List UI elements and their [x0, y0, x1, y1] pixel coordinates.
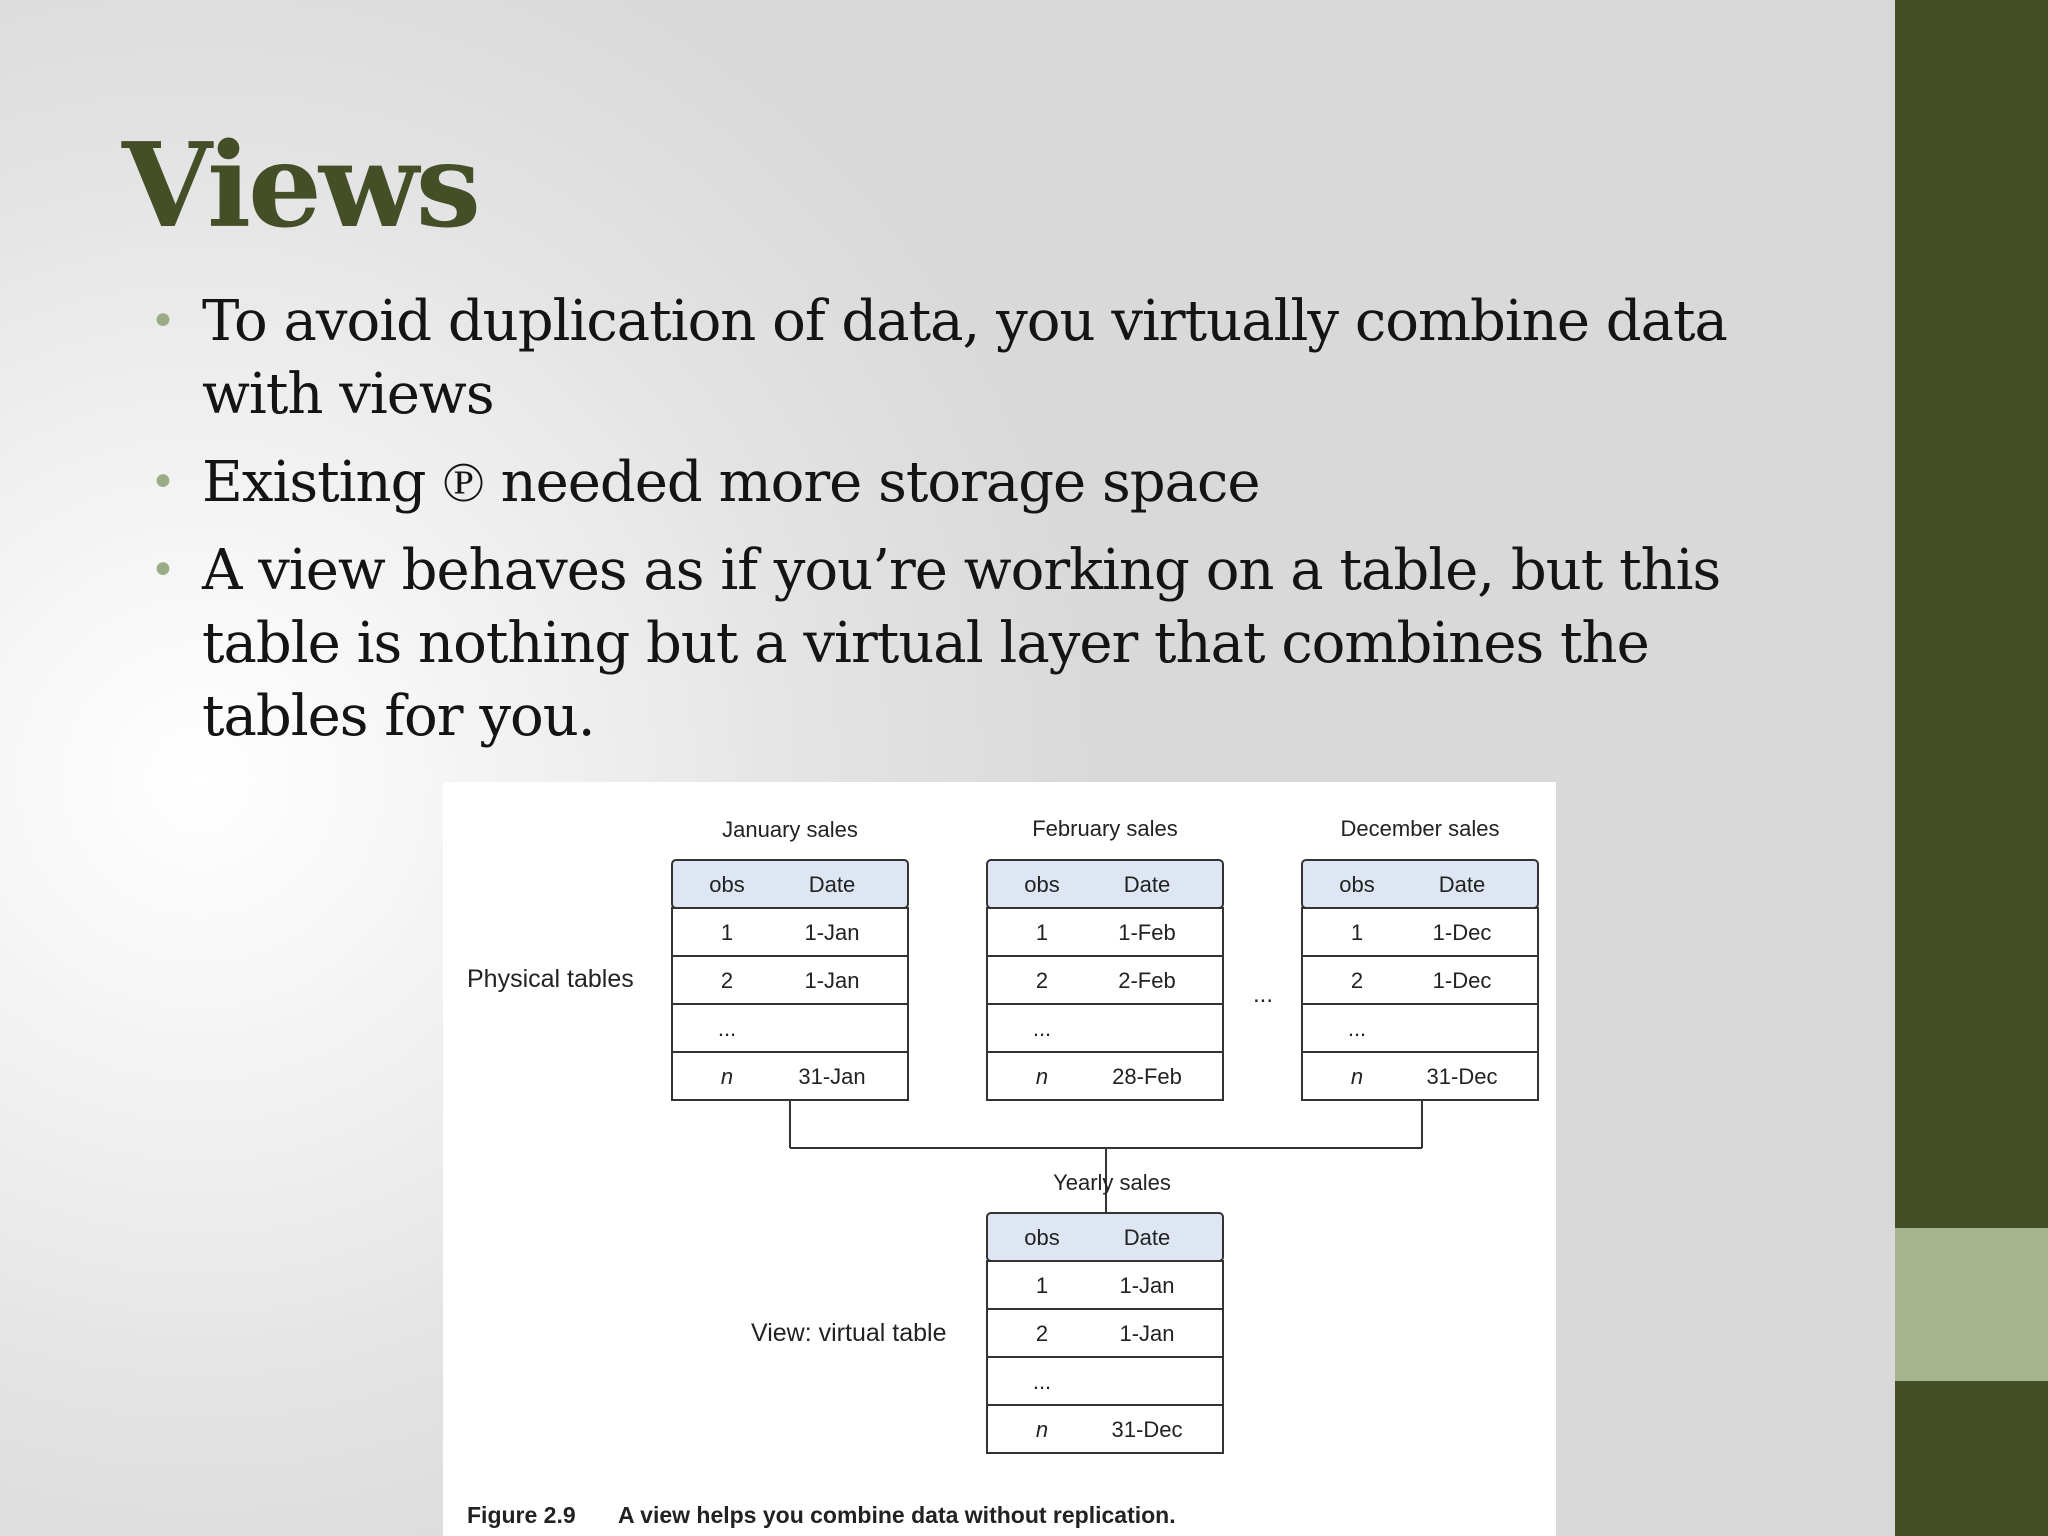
bullet-list — [150, 285, 1830, 768]
table-cell: 1 — [1035, 1273, 1049, 1298]
table-header-cell: Date — [1123, 1225, 1171, 1250]
table-cell: 1 — [1035, 920, 1049, 945]
physical-tables-label: Physical tables — [467, 965, 634, 993]
table-header-cell: obs — [1339, 872, 1375, 897]
table-header-cell: obs — [709, 872, 745, 897]
between-tables-ellipsis: ... — [1252, 981, 1274, 1008]
table-cell: 2 — [1035, 1321, 1049, 1346]
table-cell: 31-Dec — [1426, 1064, 1498, 1089]
bullet-dot-icon: • — [150, 457, 175, 508]
table-cell: 28-Feb — [1112, 1064, 1182, 1089]
bullet-text: Existing ℗ needed more storage space — [202, 450, 1260, 515]
table-title: January sales — [722, 817, 858, 842]
table-cell: n — [1035, 1417, 1049, 1442]
tables-layer — [672, 816, 1538, 1453]
table-cell: ... — [717, 1016, 737, 1041]
table-cell: 2-Feb — [1118, 968, 1176, 993]
table-yearly — [987, 1170, 1223, 1453]
figure-caption-number: Figure 2.9 — [467, 1502, 576, 1528]
table-cell: 2 — [720, 968, 734, 993]
table-february — [987, 816, 1223, 1100]
table-header-bg — [672, 860, 908, 908]
table-header-cell: obs — [1024, 872, 1060, 897]
table-cell: 1-Dec — [1432, 920, 1492, 945]
table-row — [987, 1309, 1223, 1357]
connector-lines — [790, 1100, 1422, 1214]
bullet-item — [150, 446, 1830, 519]
table-header-bg — [1302, 860, 1538, 908]
table-january — [672, 817, 908, 1100]
table-row — [987, 908, 1223, 956]
table-cell: 1-Jan — [804, 920, 860, 945]
table-header-cell: Date — [1438, 872, 1486, 897]
table-cell: n — [720, 1064, 734, 1089]
table-row — [1302, 908, 1538, 956]
table-cell: 2 — [1350, 968, 1364, 993]
bullet-item — [150, 285, 1830, 431]
table-header-cell: Date — [1123, 872, 1171, 897]
table-row — [987, 1357, 1223, 1405]
bullet-text: A view behaves as if you’re working on a table, but this table is nothing but a virtual layer that combines the tables for you. — [202, 538, 1721, 749]
table-row — [987, 1405, 1223, 1453]
table-row — [672, 1052, 908, 1100]
figure-caption-text: A view helps you combine data without replication. — [618, 1502, 1176, 1528]
table-row — [1302, 956, 1538, 1004]
table-cell: 31-Jan — [798, 1064, 866, 1089]
bullet-text: To avoid duplication of data, you virtually combine data with views — [202, 289, 1727, 427]
table-row — [987, 1052, 1223, 1100]
bullet-item — [150, 534, 1830, 753]
table-cell: 1 — [720, 920, 734, 945]
figure-view-diagram — [443, 782, 1556, 1536]
table-header-bg — [987, 1213, 1223, 1261]
view-virtual-table-label: View: virtual table — [751, 1319, 947, 1347]
table-cell: ... — [1032, 1016, 1052, 1041]
table-row — [1302, 1004, 1538, 1052]
table-row — [987, 1261, 1223, 1309]
table-title: December sales — [1340, 816, 1500, 841]
table-row — [672, 956, 908, 1004]
table-december — [1302, 816, 1538, 1100]
table-row — [987, 1004, 1223, 1052]
bullet-dot-icon: • — [150, 545, 175, 596]
table-row — [1302, 1052, 1538, 1100]
table-cell: ... — [1032, 1369, 1052, 1394]
side-band-accent — [1895, 1228, 2048, 1381]
table-header-cell: Date — [808, 872, 856, 897]
table-cell: 1-Jan — [804, 968, 860, 993]
table-cell: 1 — [1350, 920, 1364, 945]
table-cell: 1-Dec — [1432, 968, 1492, 993]
table-header-cell: obs — [1024, 1225, 1060, 1250]
table-row — [672, 908, 908, 956]
view-diagram-svg — [443, 782, 1556, 1536]
table-header-bg — [987, 860, 1223, 908]
table-cell: 2 — [1035, 968, 1049, 993]
table-cell: n — [1035, 1064, 1049, 1089]
table-cell: 1-Feb — [1118, 920, 1176, 945]
table-row — [672, 1004, 908, 1052]
table-cell: 31-Dec — [1111, 1417, 1183, 1442]
table-cell: 1-Jan — [1119, 1321, 1175, 1346]
slide-title: Views — [122, 118, 478, 254]
table-row — [987, 956, 1223, 1004]
table-title: Yearly sales — [1053, 1170, 1171, 1195]
bullet-dot-icon: • — [150, 296, 175, 347]
table-cell: 1-Jan — [1119, 1273, 1175, 1298]
table-title: February sales — [1032, 816, 1178, 841]
table-cell: n — [1350, 1064, 1364, 1089]
table-cell: ... — [1347, 1016, 1367, 1041]
